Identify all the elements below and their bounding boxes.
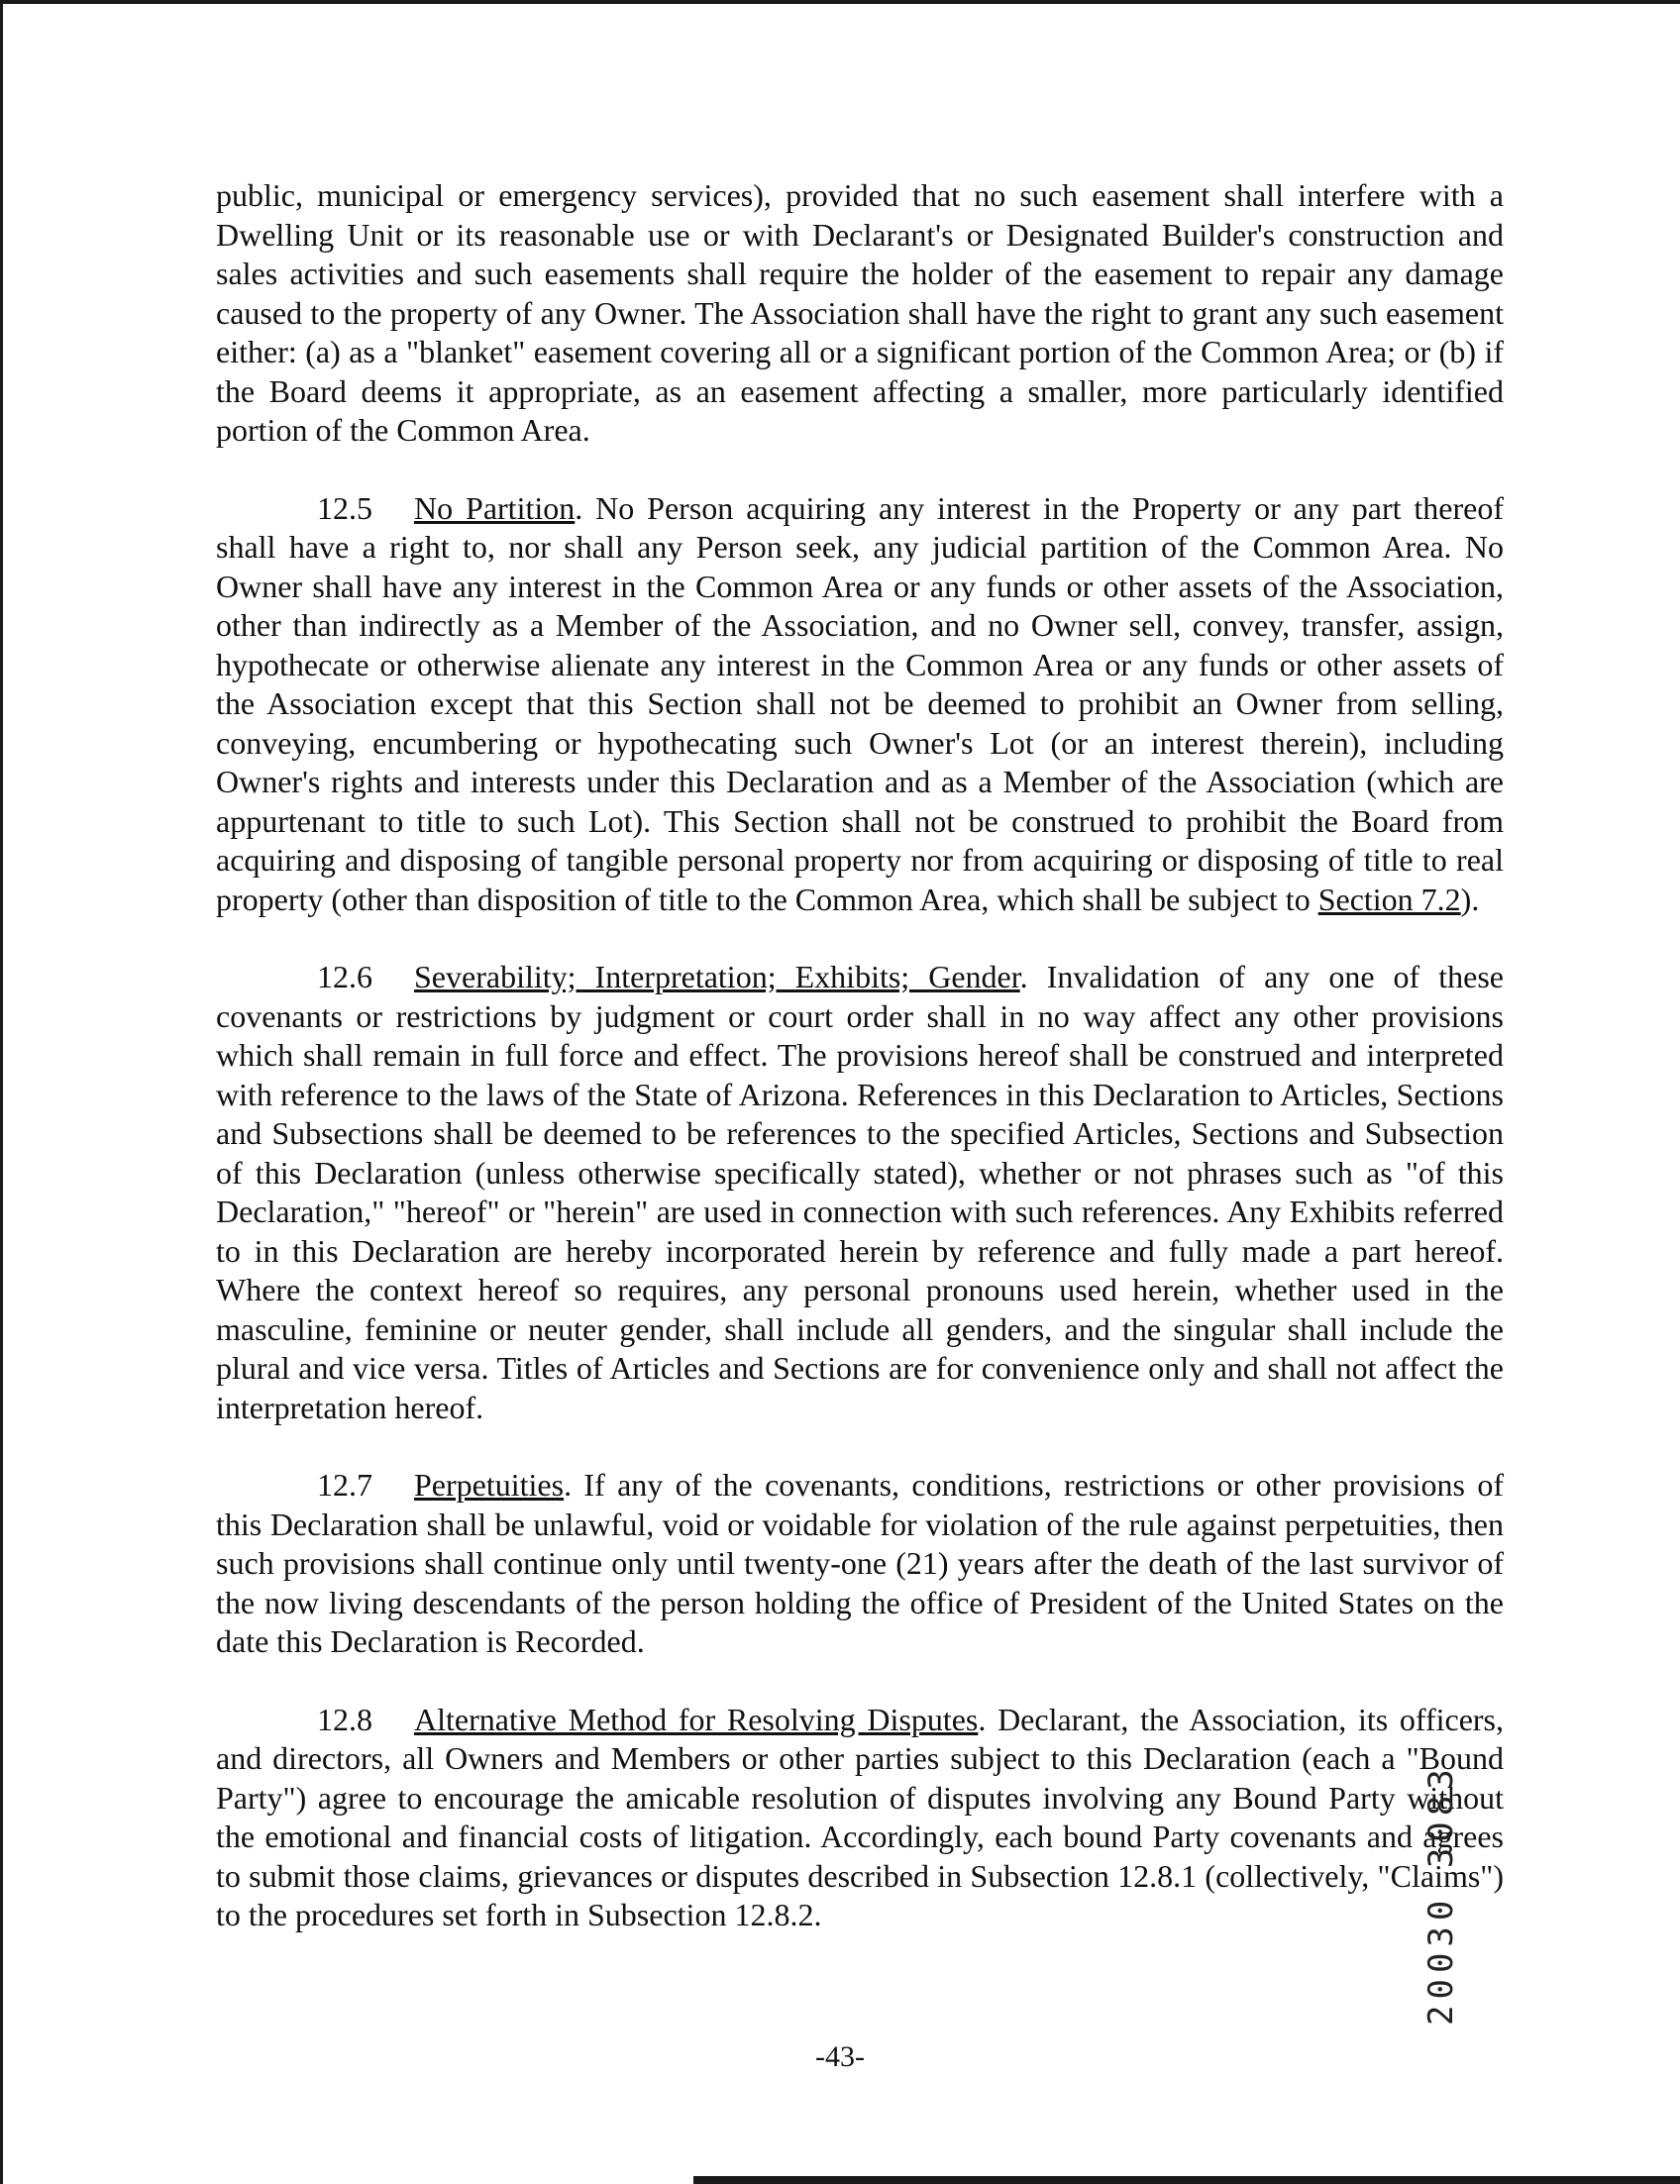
section-12-8 bbox=[216, 1701, 1504, 1935]
scan-edge-bottom bbox=[693, 2176, 1680, 2184]
section-text: . No Person acquiring any interest in the Property or any part thereof shall have a right to, nor shall any Person seek, any judicial partition of the Common Area. No Owner shall have any interest in the Common Area or any funds or other assets of the Association, other than indirectly as a Member of the Association, and no Owner sell, convey, transfer, assign, hypothecate or otherwise alienate any interest in the Common Area or any funds or other assets of the Association except that this Section shall not be deemed to prohibit an Owner from selling, conveying, encumbering or hypothecating such Owner's Lot (or an interest therein), including Owner's rights and interests under this Declaration and as a Member of the Association (which are appurtenant to title to such Lot). This Section shall not be construed to prohibit the Board from acquiring and disposing of tangible personal property nor from acquiring or disposing of title to real property (other than disposition of title to the Common Area, which shall be subject to bbox=[216, 489, 1505, 917]
recording-stamp-text: 20030 3083 bbox=[1421, 1763, 1461, 2026]
scan-edge-top bbox=[0, 0, 1680, 4]
intro-text: public, municipal or emergency services), provided that no such easement shall interfere with a Dwelling Unit or its reasonable use or with Declarant's or Designated Builder's construction and sales activities and such easements shall require the holder of the easement to repair any damage caused to the property of any Owner. The Association shall have the right to grant any such easement either: (a) as a "blanket" easement covering all or a significant portion of the Common Area; or (b) if the Board deems it appropriate, as an easement affecting a smaller, more particularly identified portion of the Common Area. bbox=[216, 177, 1504, 448]
section-number: 12.6 bbox=[317, 959, 372, 994]
section-heading: Alternative Method for Resolving Disputes bbox=[414, 1701, 979, 1737]
section-text: . Invalidation of any one of these covenants or restrictions by judgment or court order shall in no way affect any other provisions which shall remain in full force and effect. The provisions hereof shall be construed and interpreted with reference to the laws of the State of Arizona. References in this Declaration to Articles, Sections and Subsections shall be deemed to be references to the specified Articles, Sections and Subsection of this Declaration (unless otherwise specifically stated), whether or not phrases such as "of this Declaration," "hereof" or "herein" are used in connection with such references. Any Exhibits referred to in this Declaration are hereby incorporated herein by reference and fully made a part hereof. Where the context hereof so requires, any personal pronouns used herein, whether used in the masculine, feminine or neuter gender, shall include all genders, and the singular shall include the plural and vice versa. Titles of Articles and Sections are for convenience only and shall not affect the interpretation hereof. bbox=[216, 959, 1505, 1425]
section-number: 12.5 bbox=[317, 489, 372, 526]
section-text: . Declarant, the Association, its officers, and directors, all Owners and Members or other parties subject to this Declaration (each a "Bound Party") agree to encourage the amicable resolution of disputes involving any Bound Party without the emotional and financial costs of litigation. Accordingly, each bound Party covenants and agrees to submit those claims, grievances or disputes described in Subsection 12.8.1 (collectively, "Claims") to the procedures set forth in Subsection 12.8.2. bbox=[216, 1701, 1505, 1932]
section-text-end: ). bbox=[1460, 881, 1480, 917]
page-number: -43- bbox=[815, 2040, 865, 2073]
section-heading: Severability; Interpretation; Exhibits; Gender bbox=[414, 959, 1020, 994]
section-number: 12.8 bbox=[317, 1701, 372, 1737]
section-12-5 bbox=[216, 489, 1504, 920]
section-number: 12.7 bbox=[317, 1467, 372, 1503]
section-heading: No Partition bbox=[414, 489, 576, 526]
intro-paragraph bbox=[216, 176, 1504, 451]
document-body bbox=[216, 176, 1504, 1974]
section-reference: Section 7.2 bbox=[1317, 881, 1461, 917]
scan-edge-left bbox=[0, 0, 3, 2184]
section-text: . If any of the covenants, conditions, restrictions or other provisions of this Declaration shall be unlawful, void or voidable for violation of the rule against perpetuities, then such provisions shall continue only until twenty-one (21) years after the death of the last survivor of the now living descendants of the person holding the office of President of the United States on the date this Declaration is Recorded. bbox=[216, 1467, 1504, 1659]
section-heading: Perpetuities bbox=[414, 1467, 565, 1503]
recording-stamp bbox=[1382, 1570, 1461, 2026]
section-12-7 bbox=[216, 1466, 1504, 1662]
section-12-6 bbox=[216, 958, 1504, 1427]
